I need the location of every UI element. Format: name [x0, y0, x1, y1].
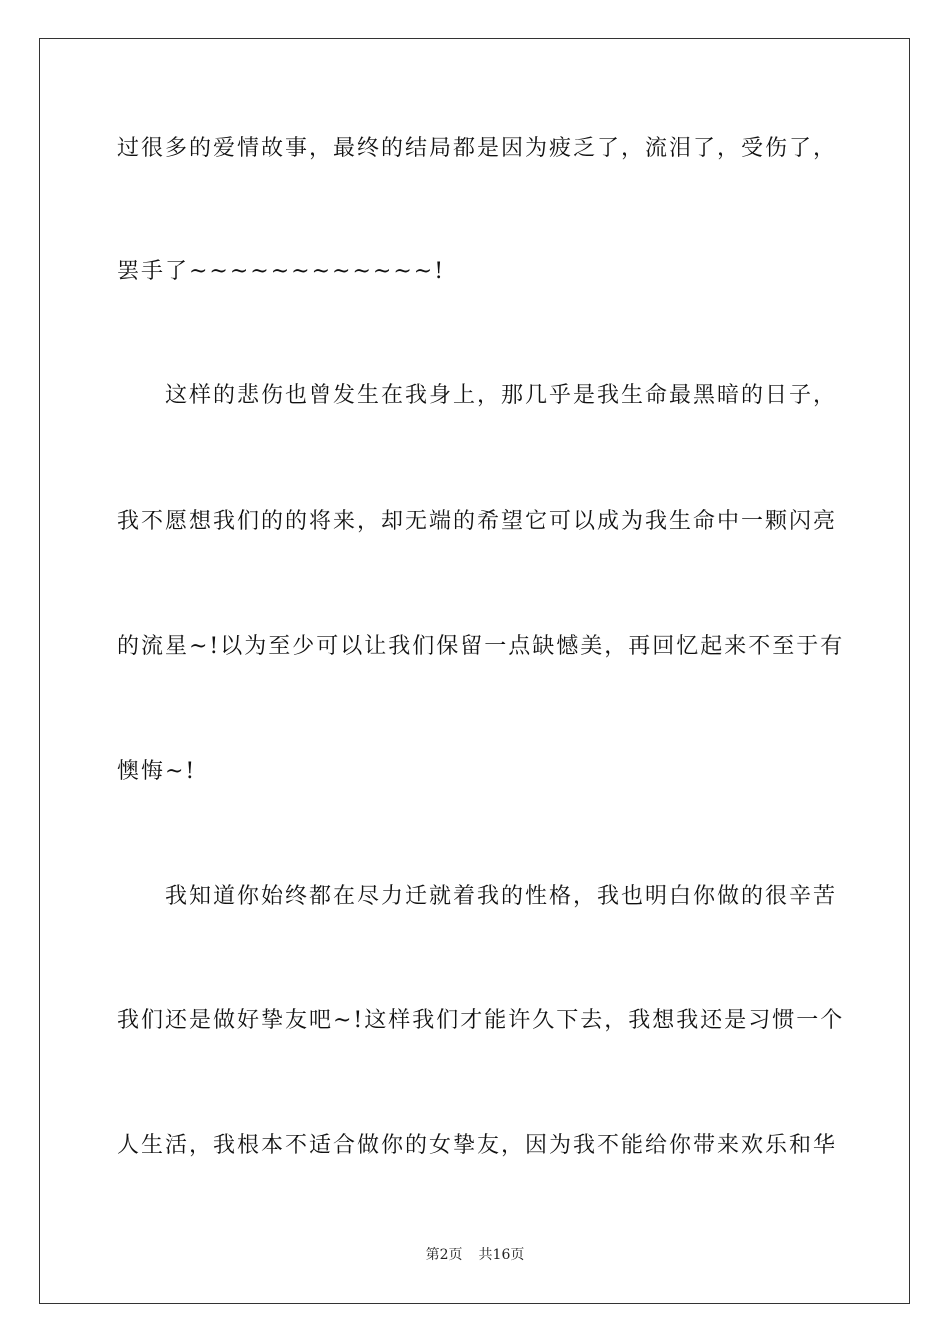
paragraph-start-line: 我知道你始终都在尽力迁就着我的性格，我也明白你做的很辛苦	[117, 884, 838, 909]
text-line: 过很多的爱情故事，最终的结局都是因为疲乏了，流泪了，受伤了，	[117, 136, 838, 161]
text-line: 人生活，我根本不适合做你的女挚友，因为我不能给你带来欢乐和华	[117, 1133, 838, 1158]
text-line: 懊悔~!	[117, 759, 197, 784]
paragraph-start-line: 这样的悲伤也曾发生在我身上，那几乎是我生命最黑暗的日子，	[117, 383, 838, 408]
page-footer	[0, 1245, 950, 1265]
text-line: 我们还是做好挚友吧~!这样我们才能许久下去，我想我还是习惯一个	[117, 1008, 845, 1033]
text-line: 我不愿想我们的的将来，却无端的希望它可以成为我生命中一颗闪亮	[117, 509, 838, 534]
page-total: 共16页	[478, 1247, 525, 1263]
page-frame	[39, 38, 910, 1304]
text-line: 罢手了~~~~~~~~~~~~!	[117, 259, 446, 284]
text-line: 的流星~!以为至少可以让我们保留一点缺憾美，再回忆起来不至于有	[117, 634, 845, 659]
page-number: 第2页	[425, 1247, 463, 1263]
